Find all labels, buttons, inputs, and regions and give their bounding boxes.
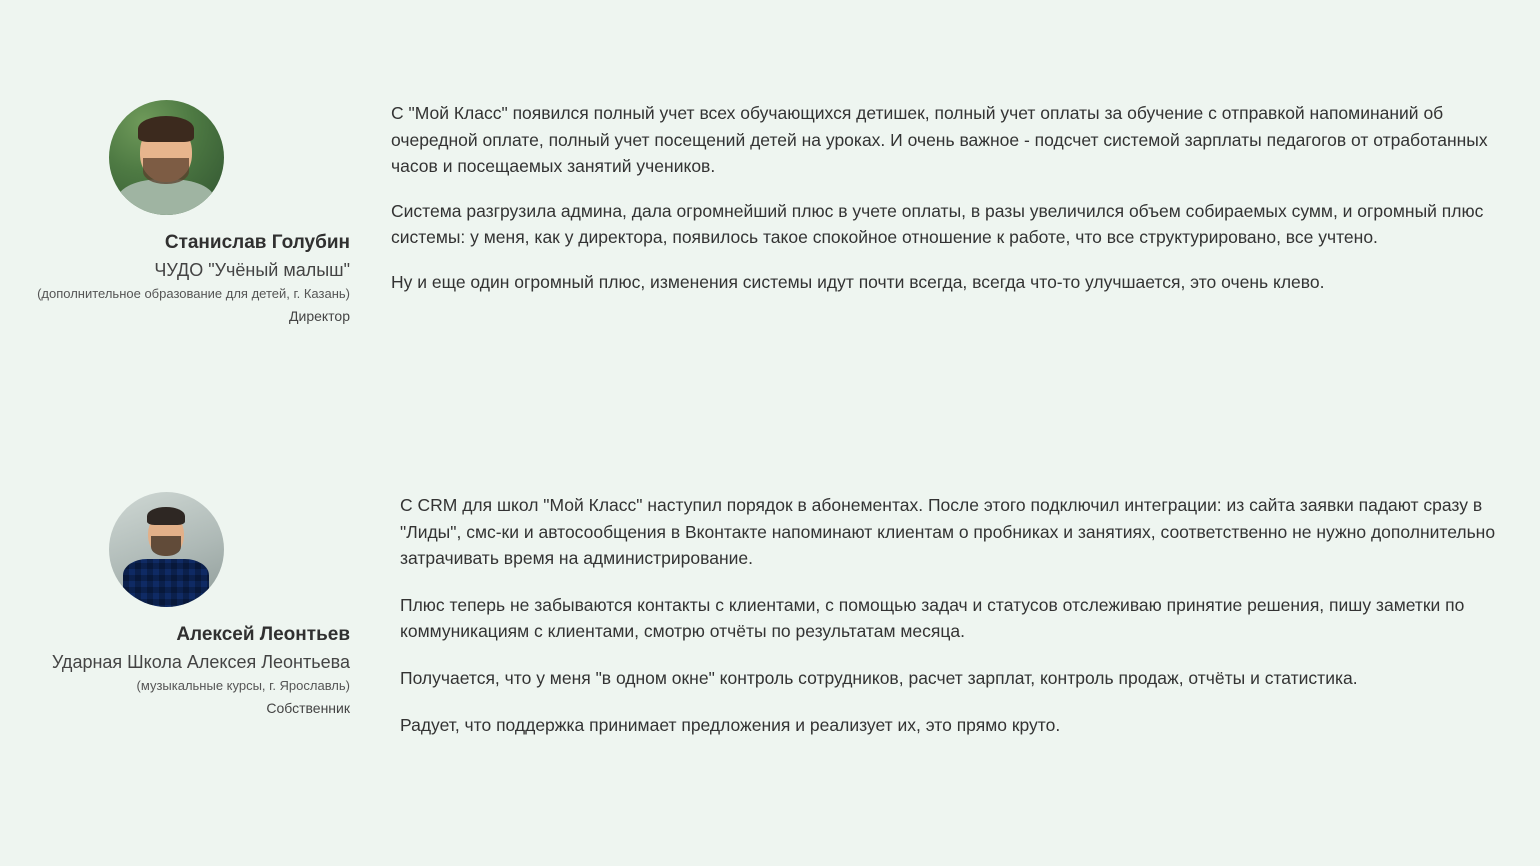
avatar-beard-shape [151,536,181,556]
avatar [109,492,224,607]
avatar-container [0,492,350,607]
testimonial-author [0,492,350,717]
avatar-body-shape [118,179,214,215]
testimonial-paragraph: Ну и еще один огромный плюс, изменения системы идут почти всегда, всегда что-то улучшается, это очень клево. [391,271,1325,292]
author-role: Собственник [266,699,350,716]
testimonial-paragraph: Получается, что у меня "в одном окне" контроль сотрудников, расчет зарплат, контроль продаж, отчёты и статистика. [400,667,1358,688]
avatar-beard-shape [143,158,189,184]
testimonial-paragraph: С CRM для школ "Мой Класс" наступил порядок в абонементах. После этого подключил интеграции: из сайта заявки падают сразу в "Лиды", смс-ки и автосообщения в Вконтакте напоминают клиентам о пробниках и занятиях, соответственно не нужно дополнительно затрачивать время на администрирование. [400,495,1496,569]
author-role: Директор [289,307,350,324]
author-name: Алексей Леонтьев [176,624,350,645]
author-note: (музыкальные курсы, г. Ярославль) [136,677,350,693]
author-note: (дополнительное образование для детей, г. Казань) [37,285,350,301]
avatar-body-shape [123,559,209,607]
author-organization: ЧУДО "Учёный малыш" [154,259,350,280]
author-name: Станислав Голубин [164,232,350,253]
testimonial-paragraph: Система разгрузила админа, дала огромнейший плюс в учете оплаты, в разы увеличился объем собираемых сумм, и огромный плюс системы: у меня, как у директора, появилось такое спокойное отношение к работе, что все структурировано, все учтено. [391,200,1484,248]
avatar-hair-shape [147,507,185,525]
testimonial-card [0,492,1540,738]
testimonial-paragraph: С "Мой Класс" появился полный учет всех обучающихся детишек, полный учет оплаты за обучение с отправкой напоминаний об очередной оплате, полный учет посещений детей на уроках. И очень важное - подсчет системой зарплаты педагогов от отработанных часов и посещаемых занятий учеников. [391,103,1488,177]
testimonial-text [350,100,1540,296]
testimonial-author [0,100,350,325]
avatar-hair-shape [138,116,194,142]
testimonial-text [350,492,1540,738]
testimonial-paragraph: Плюс теперь не забываются контакты с клиентами, с помощью задач и статусов отслеживаю принятие решения, пишу заметки по коммуникациям с клиентами, смотрю отчёты по результатам месяца. [400,594,1465,642]
author-organization: Ударная Школа Алексея Леонтьева [51,651,350,672]
avatar-container [0,100,350,215]
testimonial-paragraph: Радует, что поддержка принимает предложения и реализует их, это прямо круто. [400,714,1061,735]
avatar [109,100,224,215]
testimonial-card [0,100,1540,325]
